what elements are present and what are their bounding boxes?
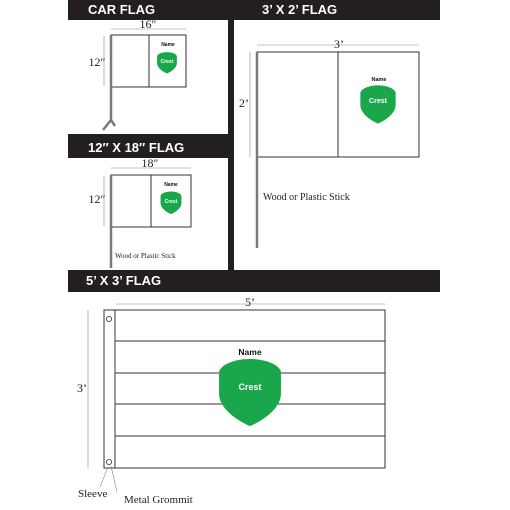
flag-12x18-height-label: 12″ [88, 192, 106, 206]
flag-5x3-crest-text: Crest [238, 382, 262, 392]
flag-5x3-diagram [77, 295, 385, 506]
sleeve-label: Sleeve [78, 488, 108, 500]
flag-3x2-name-text: Name [371, 77, 387, 83]
flag-5x3-name-text: Name [238, 347, 262, 357]
flag-12x18-title: 12″ X 18″ FLAG [88, 140, 185, 155]
car-flag-name-text: Name [161, 42, 175, 48]
flag-3x2-width-label: 3’ [334, 37, 344, 51]
flag-5x3-sleeve [104, 310, 115, 468]
flag-12x18-diagram [89, 156, 192, 268]
flag-5x3-height-label: 3’ [77, 381, 87, 395]
car-flag-diagram [89, 17, 187, 130]
sleeve-leader-line [100, 467, 108, 487]
flag-12x18-name-text: Name [164, 182, 178, 188]
flag-5x3-top-grommit [106, 316, 111, 321]
vertical-panel-divider [228, 0, 234, 272]
flag-3x2-diagram [239, 37, 419, 248]
car-flag-width-label: 16″ [139, 17, 157, 31]
flag-5x3-title: 5’ X 3’ FLAG [86, 273, 162, 288]
metal-grommit-label: Metal Grommit [124, 494, 193, 506]
flag-12x18-crest-text: Crest [164, 199, 178, 205]
flag-3x2-height-label: 2’ [239, 96, 249, 110]
flag-3x2-crest-text: Crest [369, 98, 387, 105]
flag-5x3-width-label: 5’ [245, 295, 255, 309]
flag-3x2-stick-label: Wood or Plastic Stick [263, 192, 350, 203]
flag-3x2-title: 3’ X 2’ FLAG [262, 2, 338, 17]
car-flag-title: CAR FLAG [88, 2, 156, 17]
flag-5x3-bottom-grommit [106, 459, 111, 464]
grommit-leader-line [111, 466, 117, 492]
car-flag-crest-text: Crest [160, 59, 174, 65]
flag-12x18-stick-label: Wood or Plastic Stick [115, 252, 176, 260]
flag-12x18-width-label: 18″ [141, 156, 159, 170]
horizontal-panel-divider [68, 134, 228, 139]
car-flag-height-label: 12″ [88, 55, 106, 69]
